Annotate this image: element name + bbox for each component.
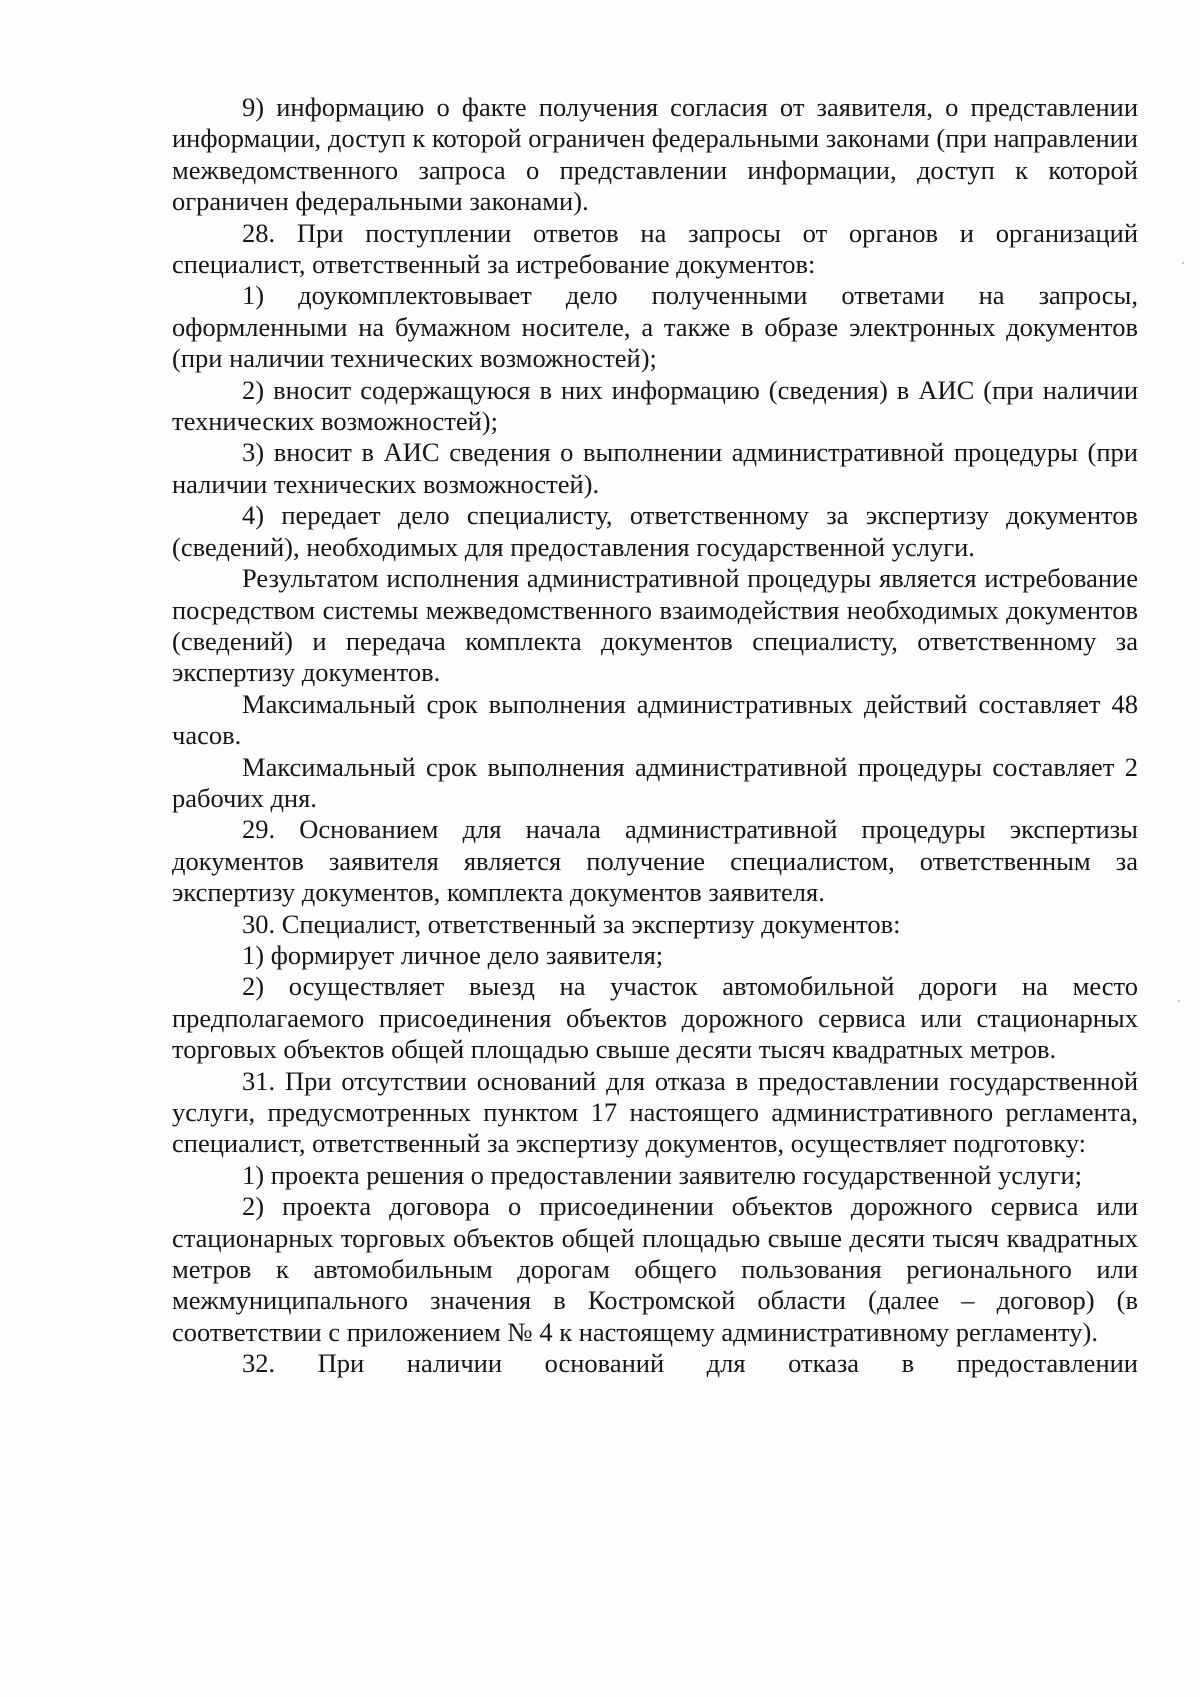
paragraph-clause-31-item-2: 2) проекта договора о присоединении объектов дорожного сервиса или стационарных торговых объектов общей площадью свыше десяти тысяч квадратных метров к автомобильным дорогам общего пользования регионального или межмуниципального значения в Костромской области (далее – договор) (в соответствии с приложением № 4 к настоящему административному регламенту). <box>172 1191 1138 1347</box>
paragraph-clause-28-item-3: 3) вносит в АИС сведения о выполнении административной процедуры (при наличии технических возможностей). <box>172 437 1138 499</box>
paragraph-max-time-procedure: Максимальный срок выполнения административной процедуры составляет 2 рабочих дня. <box>172 751 1138 813</box>
paragraph-procedure-result: Результатом исполнения административной процедуры является истребование посредством системы межведомственного взаимодействия необходимых документов (сведений) и передача комплекта документов специалисту, ответственному за экспертизу документов. <box>172 563 1138 688</box>
paragraph-clause-30-item-2: 2) осуществляет выезд на участок автомобильной дороги на место предполагаемого присоединения объектов дорожного сервиса или стационарных торговых объектов общей площадью свыше десяти тысяч квадратных метров. <box>172 971 1138 1065</box>
paragraph-clause-28-item-4: 4) передает дело специалисту, ответственному за экспертизу документов (сведений), необходимых для предоставления государственной услуги. <box>172 500 1138 562</box>
paragraph-clause-30: 30. Специалист, ответственный за экспертизу документов: <box>242 908 901 939</box>
paragraph-clause-29: 29. Основанием для начала административной процедуры экспертизы документов заявителя является получение специалистом, ответственным за экспертизу документов, комплекта документов заявителя. <box>172 814 1138 908</box>
document-body <box>172 92 1138 1380</box>
paragraph-clause-30-item-1: 1) формирует личное дело заявителя; <box>242 939 664 970</box>
paragraph-clause-28-item-2: 2) вносит содержащуюся в них информацию (сведения) в АИС (при наличии технических возможностей); <box>172 374 1138 437</box>
paragraph-clause-31: 31. При отсутствии оснований для отказа в предоставлении государственной услуги, предусмотренных пунктом 17 настоящего административного регламента, специалист, ответственный за экспертизу документов, осуществляет подготовку: <box>172 1065 1138 1159</box>
paragraph-clause-31-item-1: 1) проекта решения о предоставлении заявителю государственной услуги; <box>242 1159 1082 1190</box>
scan-speck <box>1178 1000 1180 1002</box>
paragraph-item-9: 9) информацию о факте получения согласия от заявителя, о представлении информации, доступ к которой ограничен федеральными законами (при направлении межведомственного запроса о представлении информации, доступ к которой ограничен федеральными законами). <box>172 92 1138 217</box>
paragraph-clause-28-item-1: 1) доукомплектовывает дело полученными ответами на запросы, оформленными на бумажном носителе, а также в образе электронных документов (при наличии технических возможностей); <box>172 280 1138 374</box>
paragraph-clause-28: 28. При поступлении ответов на запросы от органов и организаций специалист, ответственный за истребование документов: <box>172 217 1138 280</box>
paragraph-clause-32: 32. При наличии оснований для отказа в предоставлении <box>242 1348 1138 1379</box>
paragraph-max-time-actions: Максимальный срок выполнения административных действий составляет 48 часов. <box>172 688 1138 751</box>
scan-speck <box>1182 262 1184 264</box>
